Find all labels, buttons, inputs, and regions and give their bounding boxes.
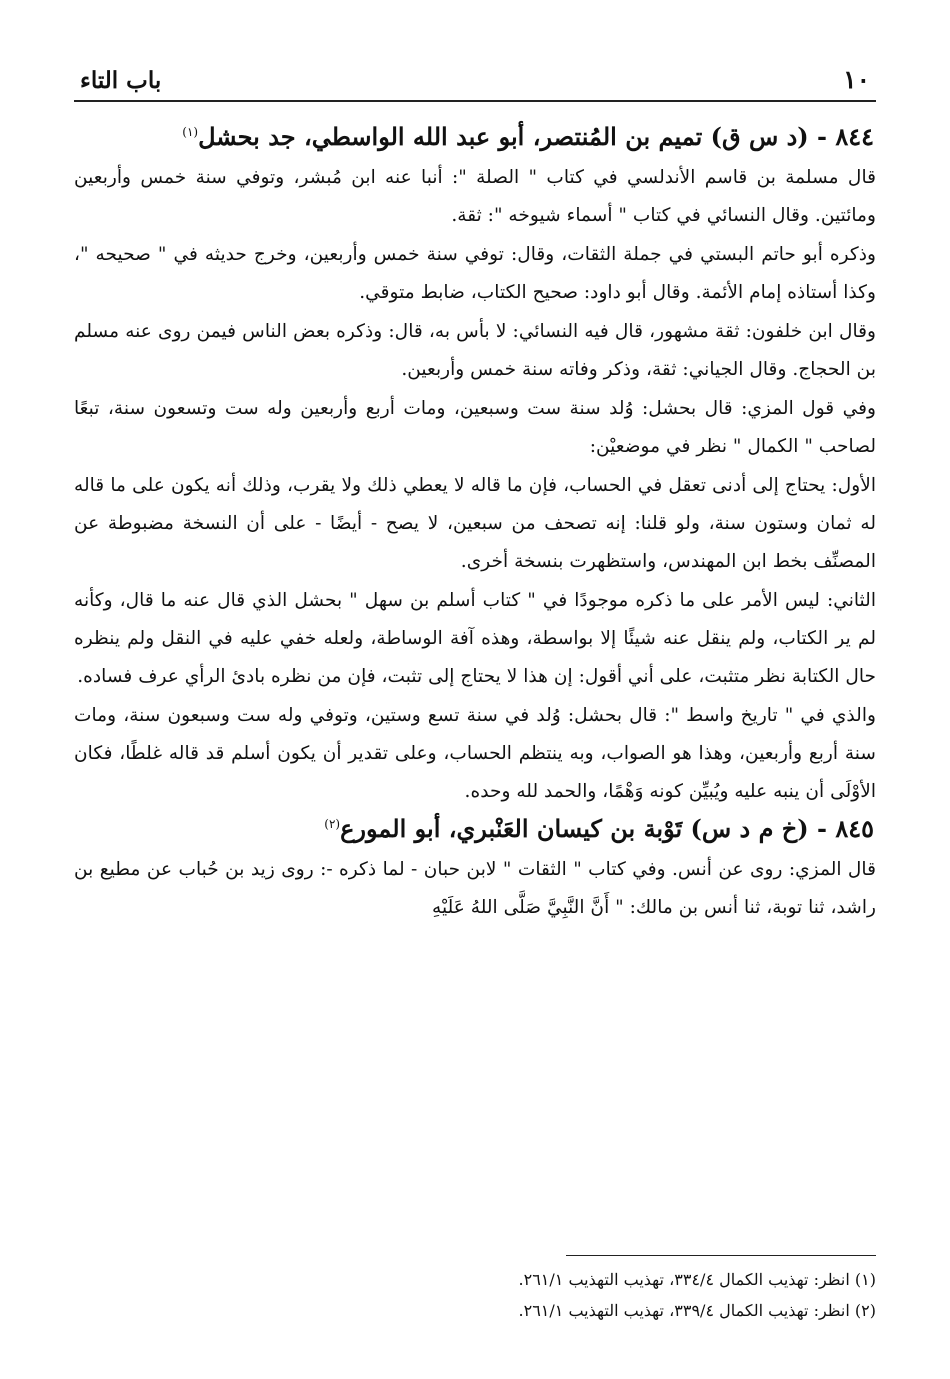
footnote-marker: (٢)	[324, 816, 341, 831]
paragraph: الأول: يحتاج إلى أدنى تعقل في الحساب، فإن ما قاله لا يعطي ذلك ولا يقرب، وذلك أنه يكون على ما قاله له ثمان وستون سنة، ولو قلنا: إنه تصحف من سبعين، لا يصح - أيضًا - على أن النسخة مضبوطة عن المصنِّف بخط ابن المهندس، واستظهرت بنسخة أخرى.	[74, 474, 876, 572]
entry-844	[74, 120, 876, 811]
paragraph: قال مسلمة بن قاسم الأندلسي في كتاب " الصلة ": أنبا عنه ابن مُبشر، وتوفي سنة خمس وأربعين ومائتين. وقال النسائي في كتاب " أسماء شيوخه ": ثقة.	[74, 166, 876, 226]
entry-845	[74, 812, 876, 927]
footnote-item: (٢) انظر: تهذيب الكمال ٣٣٩/٤، تهذيب التهذيب ٢٦١/١.	[518, 1301, 876, 1320]
footnotes	[74, 1255, 876, 1326]
paragraph: الثاني: ليس الأمر على ما ذكره موجودًا في " كتاب أسلم بن سهل " بحشل الذي قال عنه ما قال، وكأنه لم ير الكتاب، ولم ينقل عنه شيئًا إلا بواسطة، وهذه آفة الوساطة، ولعله خفي عليه في النقل ولم ينظره حال الكتابة نظر متثبت، على أني أقول: إن هذا لا يحتاج إلى تثبت، فإن من نظره بادئ الرأي عرف فساده.	[74, 589, 876, 687]
entry-heading	[74, 120, 876, 155]
paragraph: والذي في " تاريخ واسط ": قال بحشل: وُلد في سنة تسع وستين، وتوفي وله ست وسبعون سنة، ومات سنة أربع وأربعين، وهذا هو الصواب، وبه ينتظم الحساب، وعلى تقدير أن يكون أسلم قد قاله غلطًا، فكان الأوْلَى أن ينبه عليه ويُبيِّن كونه وَهْمًا، والحمد لله وحده.	[74, 704, 876, 802]
footnote-divider	[566, 1255, 876, 1256]
footnote-marker: (١)	[182, 125, 199, 139]
paragraph: وقال ابن خلفون: ثقة مشهور، قال فيه النسائي: لا بأس به، قال: وذكره بعض الناس فيمن روى عنه مسلم بن الحجاج. وقال الجياني: ثقة، وذكر وفاته سنة خمس وأربعين.	[74, 320, 876, 380]
entry-heading	[74, 812, 876, 847]
page-content	[74, 120, 876, 927]
running-title: باب التاء	[80, 67, 162, 94]
paragraph: وفي قول المزي: قال بحشل: وُلد سنة ست وسبعين، ومات أربع وأربعين وله ست وتسعون سنة، تبعًا لصاحب " الكمال " نظر في موضعيْن:	[74, 397, 876, 457]
entry-heading-text: ٨٤٤ - (د س ق) تميم بن المُنتصر، أبو عبد الله الواسطي، جد بحشل	[198, 122, 874, 151]
page-header	[74, 62, 876, 102]
book-page	[74, 62, 876, 1342]
footnote-list	[74, 1264, 876, 1326]
footnote-item: (١) انظر: تهذيب الكمال ٣٣٤/٤، تهذيب التهذيب ٢٦١/١.	[518, 1270, 876, 1289]
entry-heading-text: ٨٤٥ - (خ م د س) تَوْبة بن كيسان العَنْبري، أبو المورع	[340, 813, 874, 843]
paragraph: وذكره أبو حاتم البستي في جملة الثقات، وقال: توفي سنة خمس وأربعين، وخرج حديثه في " صحيحه "، وكذا أستاذه إمام الأئمة. وقال أبو داود: صحيح الكتاب، ضابط متوقي.	[74, 243, 876, 303]
page-number: ١٠	[843, 65, 870, 94]
paragraph: قال المزي: روى عن أنس. وفي كتاب " الثقات " لابن حبان - لما ذكره -: روى زيد بن حُباب عن مطيع بن راشد، ثنا توبة، ثنا أنس بن مالك: " أَنَّ النَّبِيَّ صَلَّى اللهُ عَلَيْهِ	[74, 858, 876, 918]
